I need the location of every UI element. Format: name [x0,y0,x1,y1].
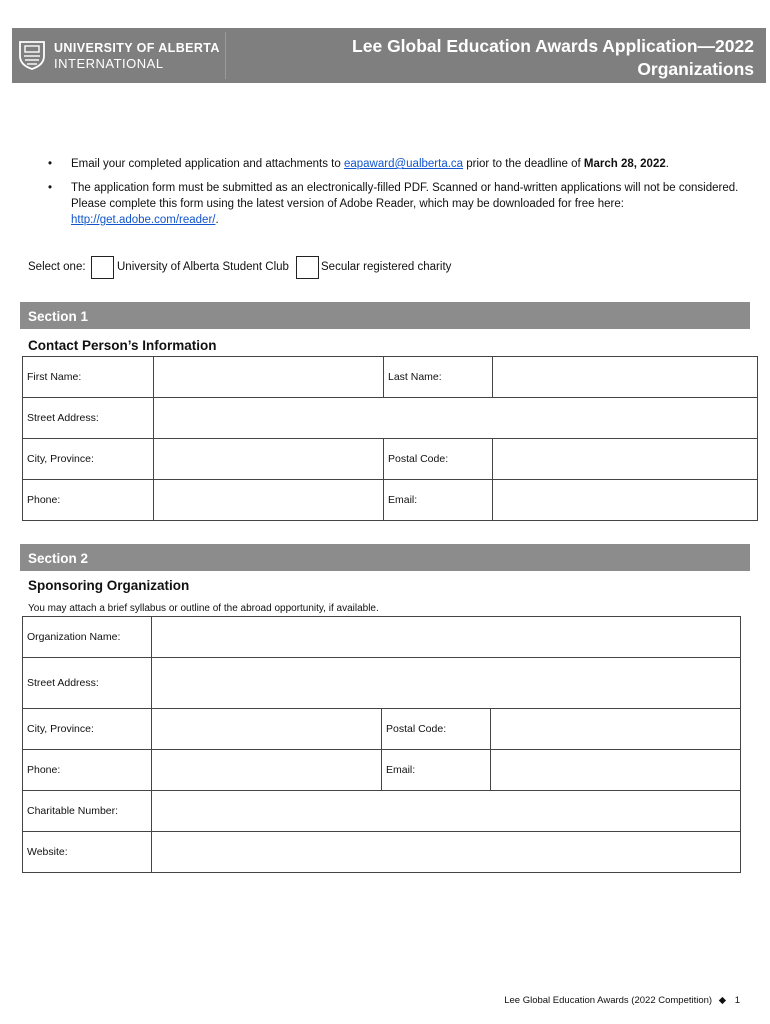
org-name-field[interactable] [152,617,741,658]
section-2-note: You may attach a brief syllabus or outline of the abroad opportunity, if available. [28,603,379,614]
table-row [23,709,741,750]
table-row [23,398,758,439]
org-street-address-field[interactable] [152,658,741,709]
contact-info-table [22,356,758,521]
footer-text: Lee Global Education Awards (2022 Competition) [504,995,713,1006]
org-postal-code-field[interactable] [491,709,741,750]
street-address-field[interactable] [154,398,758,439]
org-name-label: Organization Name: [23,617,152,658]
logo-line-2: INTERNATIONAL [54,56,164,71]
header-divider [225,32,226,79]
org-email-field[interactable] [491,750,741,791]
table-row [23,832,741,873]
table-row [23,617,741,658]
title-line-2: Organizations [637,59,754,79]
email-label: Email: [384,480,493,521]
adobe-reader-link[interactable]: http://get.adobe.com/reader/ [71,214,216,226]
website-label: Website: [23,832,152,873]
page-title [352,35,754,81]
street-address-label: Street Address: [23,398,154,439]
section-2-bar: Section 2 [20,544,750,571]
select-label: Select one: [28,261,86,273]
org-postal-code-label: Postal Code: [382,709,491,750]
postal-code-label: Postal Code: [384,439,493,480]
first-name-field[interactable] [154,357,384,398]
header-band [12,28,766,83]
diamond-icon: ◆ [718,995,727,1006]
table-row [23,357,758,398]
university-logo [18,40,218,72]
page-footer [504,995,740,1006]
bullet-icon: • [48,158,53,170]
charity-checkbox[interactable] [296,256,319,279]
table-row [23,750,741,791]
org-phone-label: Phone: [23,750,152,791]
table-row [23,480,758,521]
website-field[interactable] [152,832,741,873]
charity-label: Secular registered charity [321,261,452,273]
university-crest-icon [18,40,46,70]
page-number: 1 [734,995,740,1006]
table-row [23,439,758,480]
student-club-checkbox[interactable] [91,256,114,279]
org-phone-field[interactable] [152,750,382,791]
phone-label: Phone: [23,480,154,521]
section-1-heading: Contact Person’s Information [28,338,217,353]
bullet-icon: • [48,182,53,194]
org-city-province-field[interactable] [152,709,382,750]
student-club-label: University of Alberta Student Club [117,261,289,273]
first-name-label: First Name: [23,357,154,398]
city-province-field[interactable] [154,439,384,480]
title-line-1: Lee Global Education Awards Application—2022 [352,36,754,56]
table-row [23,791,741,832]
deadline-date: March 28, 2022 [583,158,666,170]
city-province-label: City, Province: [23,439,154,480]
org-email-label: Email: [382,750,491,791]
instructions-list [48,156,748,236]
logo-line-1: UNIVERSITY OF ALBERTA [54,41,220,55]
email-link[interactable]: eapaward@ualberta.ca [343,158,464,170]
section-1-bar: Section 1 [20,302,750,329]
instruction-item: • The application form must be submitted as an electronically-filled PDF. Scanned or hand-written applications will not be considered. Please complete this form using the latest version of Adobe Reader, which may be downloaded for free here: http://get.adobe.com/reader/. [48,182,739,226]
charitable-number-field[interactable] [152,791,741,832]
charitable-number-label: Charitable Number: [23,791,152,832]
org-city-province-label: City, Province: [23,709,152,750]
sponsoring-org-table [22,616,741,873]
postal-code-field[interactable] [493,439,758,480]
org-street-address-label: Street Address: [23,658,152,709]
last-name-label: Last Name: [384,357,493,398]
last-name-field[interactable] [493,357,758,398]
instruction-item: • Email your completed application and attachments to eapaward@ualberta.ca prior to the deadline of March 28, 2022. [48,158,669,170]
section-2-heading: Sponsoring Organization [28,578,190,593]
phone-field[interactable] [154,480,384,521]
email-field[interactable] [493,480,758,521]
table-row [23,658,741,709]
